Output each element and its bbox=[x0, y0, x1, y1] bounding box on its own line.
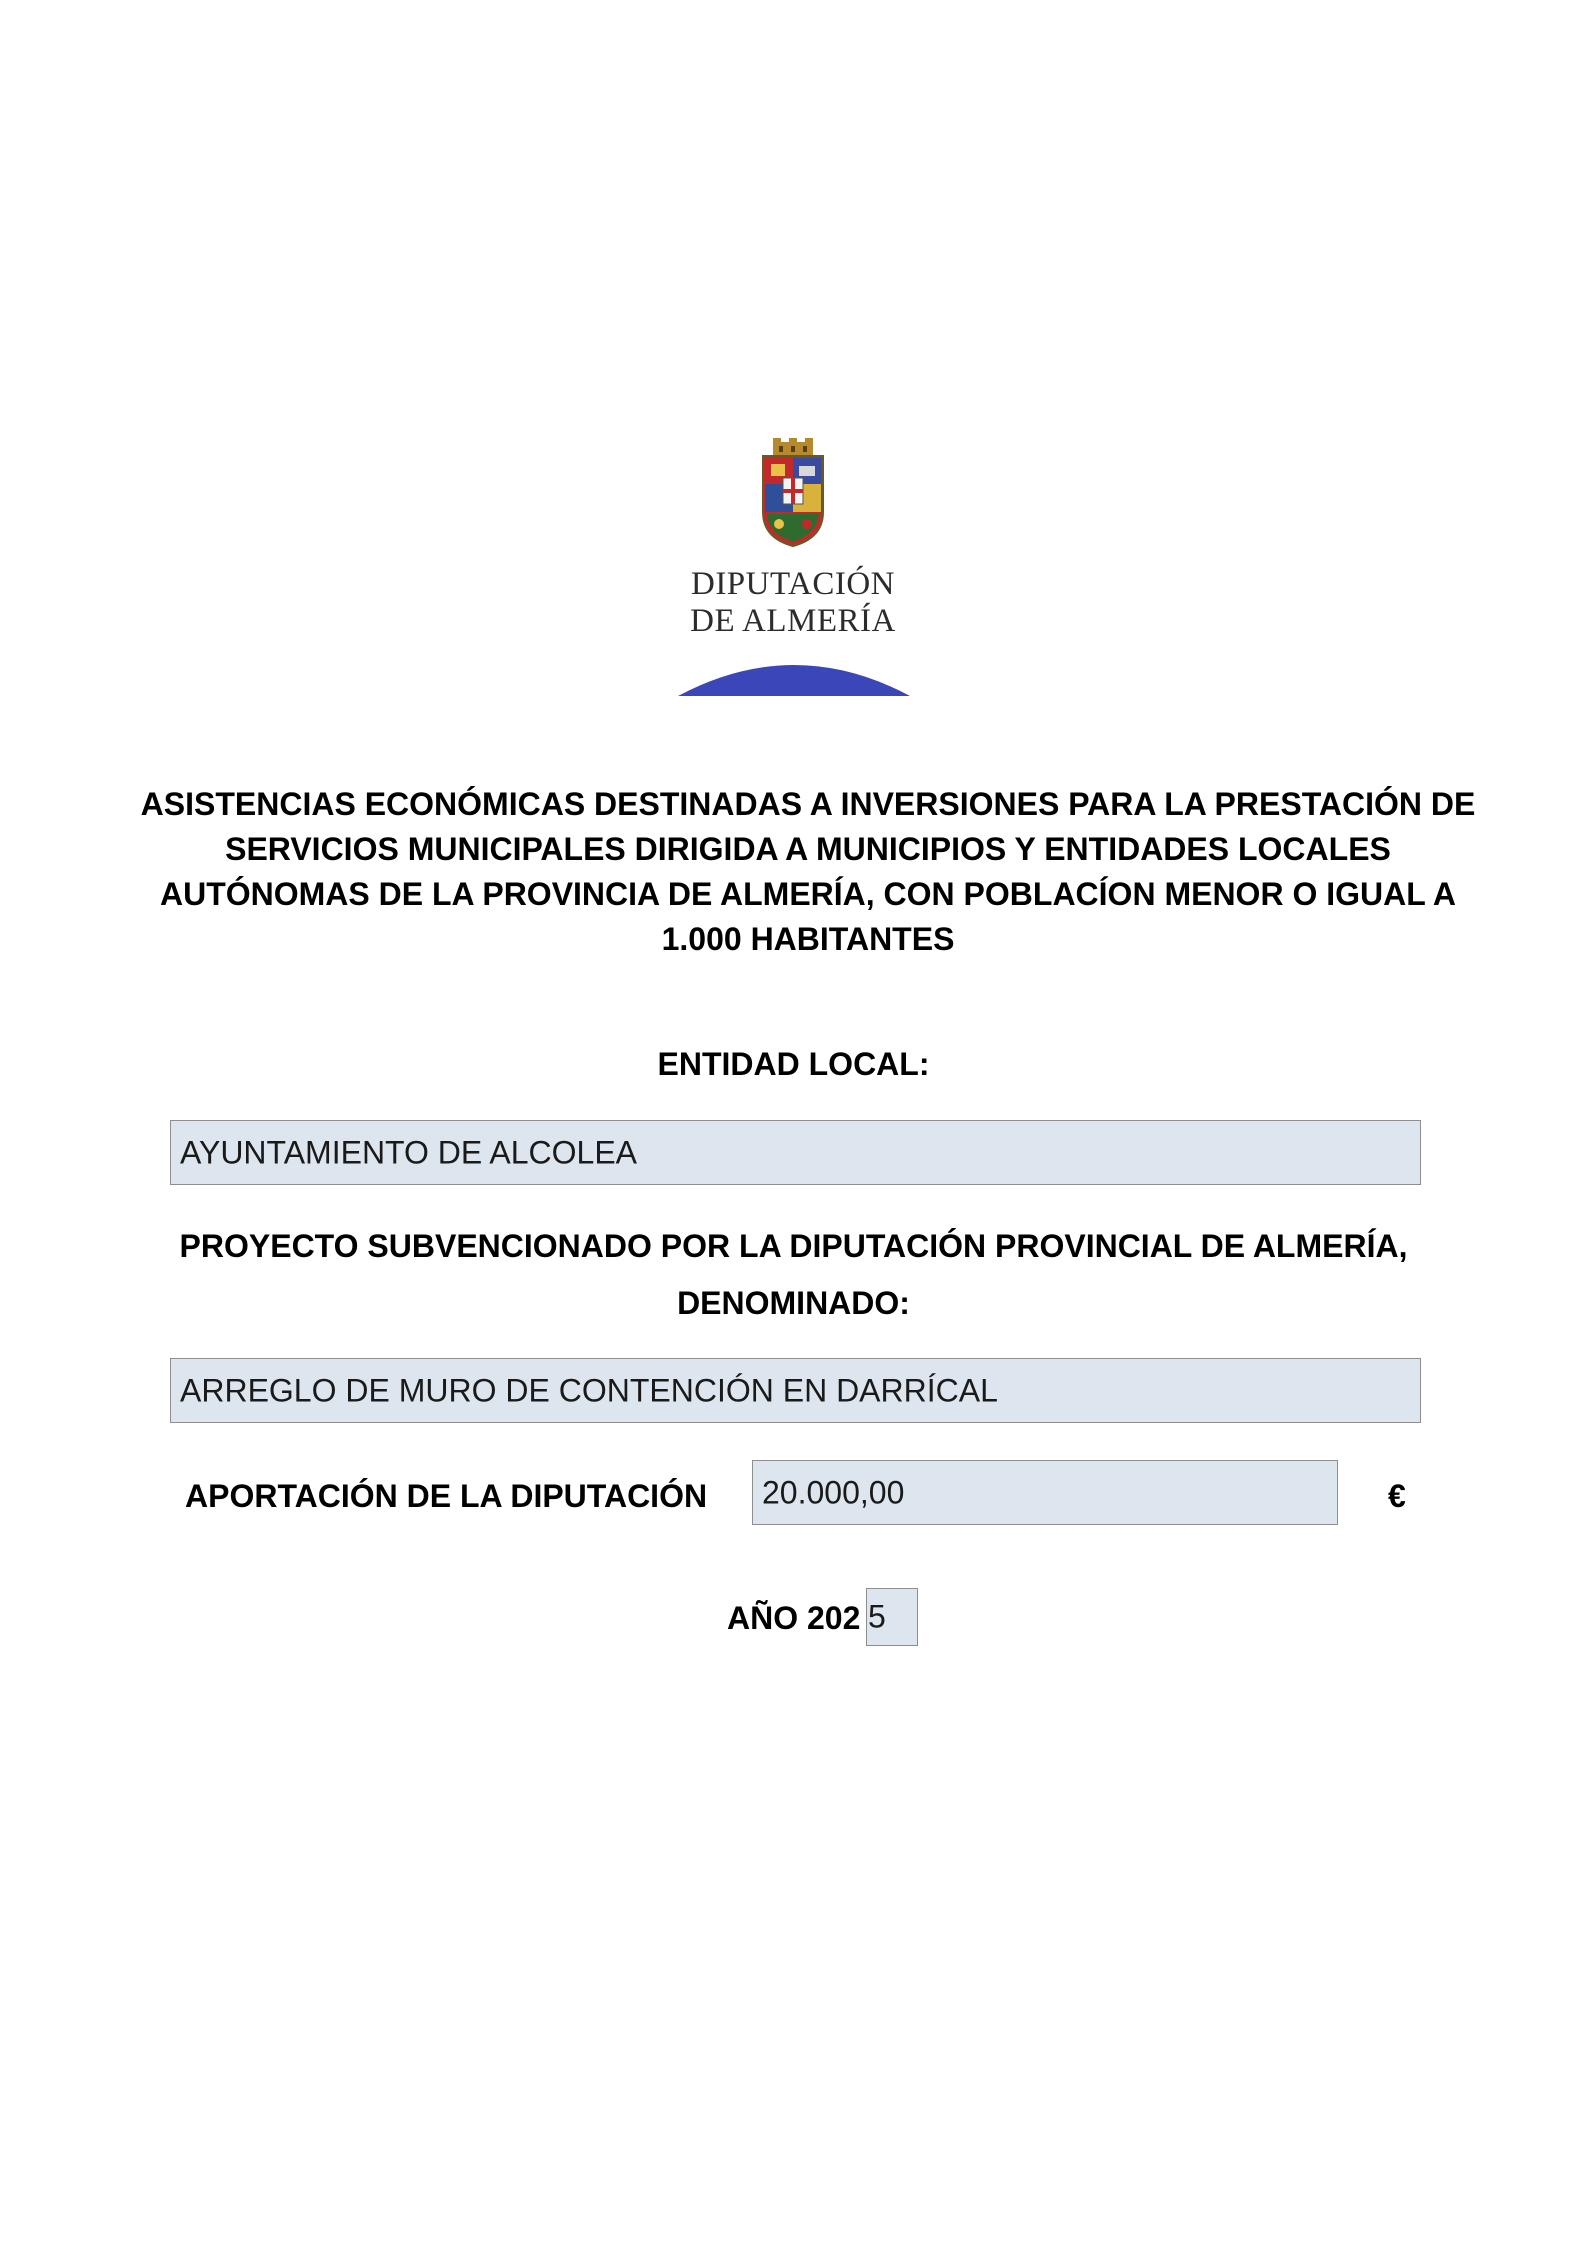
document-title bbox=[130, 782, 1486, 962]
title-line-1: ASISTENCIAS ECONÓMICAS DESTINADAS A INVERSIONES PARA LA PRESTACIÓN DE bbox=[140, 786, 1476, 822]
aportacion-label: APORTACIÓN DE LA DIPUTACIÓN bbox=[185, 1478, 708, 1514]
entidad-local-field[interactable] bbox=[170, 1120, 1421, 1185]
title-line-3: AUTÓNOMAS DE LA PROVINCIA DE ALMERÍA, CON POBLACÍON MENOR O IGUAL A bbox=[159, 876, 1456, 912]
proyecto-field[interactable] bbox=[170, 1358, 1421, 1423]
proyecto-label-line-2: DENOMINADO: bbox=[677, 1285, 910, 1321]
org-name-line-2: DE ALMERÍA bbox=[690, 603, 896, 639]
anio-value: 5 bbox=[868, 1598, 886, 1635]
diputacion-logo bbox=[670, 438, 916, 696]
anio-label: AÑO 202 bbox=[727, 1600, 861, 1636]
entidad-local-label: ENTIDAD LOCAL: bbox=[657, 1046, 930, 1082]
title-line-2: SERVICIOS MUNICIPALES DIRIGIDA A MUNICIPIOS Y ENTIDADES LOCALES bbox=[225, 831, 1391, 867]
currency-symbol: € bbox=[1388, 1478, 1406, 1514]
proyecto-value: ARREGLO DE MURO DE CONTENCIÓN EN DARRÍCAL bbox=[180, 1372, 998, 1408]
proyecto-label-line-1: PROYECTO SUBVENCIONADO POR LA DIPUTACIÓN PROVINCIAL DE ALMERÍA, bbox=[179, 1228, 1408, 1264]
coat-of-arms-icon bbox=[757, 438, 829, 548]
aportacion-field[interactable] bbox=[752, 1460, 1338, 1525]
title-line-4: 1.000 HABITANTES bbox=[661, 921, 955, 957]
blue-arc-logo-mark bbox=[678, 660, 910, 696]
anio-field[interactable] bbox=[866, 1588, 918, 1646]
org-name-line-1: DIPUTACIÓN bbox=[690, 566, 895, 602]
entidad-local-value: AYUNTAMIENTO DE ALCOLEA bbox=[180, 1134, 637, 1170]
aportacion-value: 20.000,00 bbox=[762, 1474, 905, 1510]
